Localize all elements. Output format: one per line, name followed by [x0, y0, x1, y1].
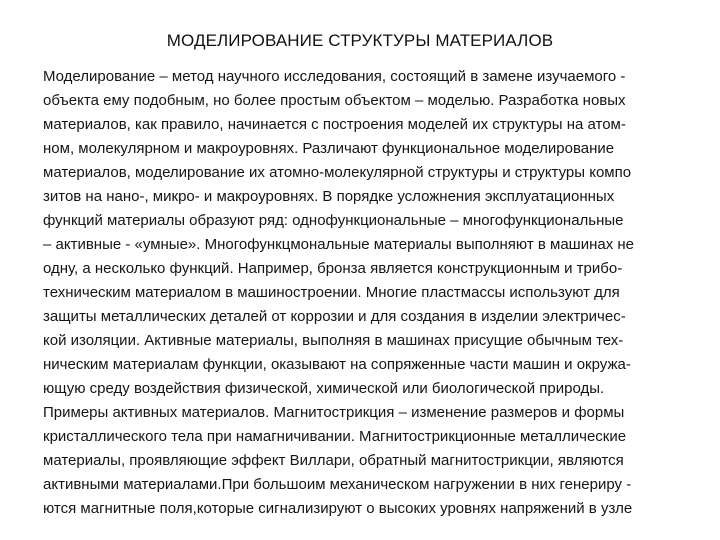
text-line: техническим материалом в машиностроении. Многие пластмассы используют для — [43, 284, 620, 301]
text-line: активными материалами.При большоим механическом нагружении в них генериру - — [43, 476, 632, 493]
text-line: материалов, как правило, начинается с построения моделей их структуры на атом- — [43, 116, 626, 133]
text-line: ном, молекулярном и макроуровнях. Различают функциональное моделирование — [43, 140, 615, 157]
text-line: – активные - «умные». Многофункцмональные материалы выполняют в машинах не — [43, 236, 635, 253]
text-line: функций материалы образуют ряд: однофункциональные – многофункциональные — [43, 212, 624, 229]
text-line: ническим материалам функции, оказывают на сопряженные части машин и окружа- — [43, 356, 631, 373]
text-line: Примеры активных материалов. Магнитострикция – изменение размеров и формы — [43, 404, 625, 421]
text-line: ющую среду воздействия физической, химической или биологической природы. — [43, 380, 605, 397]
page-title: МОДЕЛИРОВАНИЕ СТРУКТУРЫ МАТЕРИАЛОВ — [166, 31, 554, 50]
text-line: кристаллического тела при намагничивании. Магнитострикционные металлические — [43, 428, 627, 445]
text-line: материалов, моделирование их атомно-молекулярной структуры и структуры компо — [43, 164, 632, 181]
text-line: кой изоляции. Активные материалы, выполняя в машинах присущие обычным тех- — [43, 332, 624, 349]
text-line: ются магнитные поля,которые сигнализируют о высоких уровнях напряжений в узле — [43, 500, 633, 517]
text-line: объекта ему подобным, но более простым объектом – моделью. Разработка новых — [43, 92, 626, 109]
text-line: зитов на нано-, микро- и макроуровнях. В порядке усложнения эксплуатационных — [43, 188, 615, 205]
text-line: защиты металлических деталей от коррозии и для создания в изделии электричес- — [43, 308, 626, 325]
text-line: материалы, проявляющие эффект Виллари, обратный магнитострикции, являются — [43, 452, 624, 469]
text-line: Моделирование – метод научного исследования, состоящий в замене изучаемого - — [43, 68, 626, 85]
text-line: одну, а несколько функций. Например, бронза является конструкционным и трибо- — [43, 260, 623, 277]
